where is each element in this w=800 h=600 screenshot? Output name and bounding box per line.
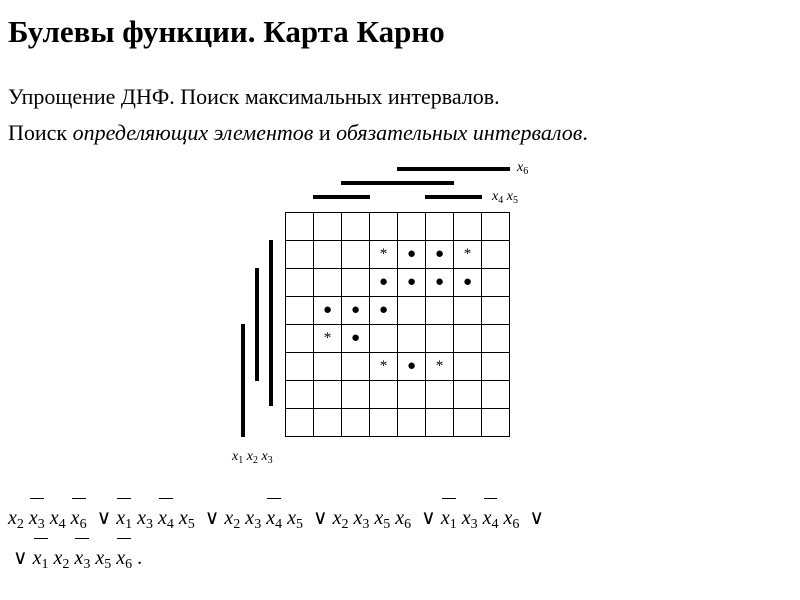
literal-var: x: [287, 507, 296, 529]
kmap-row: [286, 325, 510, 353]
label-x5-idx: 5: [512, 195, 518, 206]
kmap-cell: ●: [454, 269, 482, 297]
literal: [178, 507, 195, 532]
formula-term: [8, 506, 87, 537]
karnaugh-map: [285, 212, 510, 437]
literal: [332, 507, 349, 532]
literal-index: 3: [254, 517, 262, 532]
literal-index: 5: [187, 517, 195, 532]
literal-index: 3: [37, 517, 45, 532]
kmap-cell: [426, 213, 454, 241]
kmap-cell: [342, 381, 370, 409]
kmap-cell: [426, 381, 454, 409]
kmap-cell: [286, 241, 314, 269]
bar-x1: [241, 324, 245, 437]
label-x3-var: x: [261, 449, 268, 464]
subtitle-line-1: Упрощение ДНФ. Поиск максимальных интервалов.: [8, 84, 500, 109]
literal-var: x: [28, 507, 38, 529]
literal-var: x: [32, 547, 42, 569]
line2-prefix: Поиск: [8, 120, 73, 145]
kmap-row: [286, 241, 510, 269]
kmap-cell: *: [370, 353, 398, 381]
label-x1-x2-x3: [232, 449, 273, 469]
formula-term: [116, 506, 195, 537]
literal-var: x: [116, 507, 126, 529]
literal-var: x: [74, 547, 84, 569]
negated-literal: [29, 506, 45, 537]
kmap-cell: ●: [370, 297, 398, 325]
literal-index: 5: [295, 517, 303, 532]
literal: [224, 507, 241, 532]
kmap-cell: [482, 269, 510, 297]
literal-index: 1: [125, 517, 133, 532]
label-x2-idx: 2: [252, 455, 258, 466]
literal-index: 3: [83, 557, 91, 572]
kmap-cell: [454, 213, 482, 241]
literal-index: 4: [58, 517, 66, 532]
bar-x5: [341, 181, 454, 185]
literal: [374, 507, 391, 532]
or-operator: ∨: [13, 547, 28, 569]
or-operator: ∨: [529, 507, 545, 529]
kmap-cell: [314, 381, 342, 409]
or-operator: ∨: [204, 507, 220, 529]
kmap-cell: ●: [426, 269, 454, 297]
literal-index: 2: [16, 517, 24, 532]
literal-index: 2: [233, 517, 241, 532]
literal-var: x: [157, 507, 167, 529]
kmap-cell: [286, 381, 314, 409]
literal-index: 6: [79, 517, 87, 532]
label-x4-var: x: [492, 189, 499, 204]
subtitle-line-2: [8, 119, 588, 147]
kmap-cell: [342, 241, 370, 269]
kmap-cell: ●: [426, 241, 454, 269]
literal-var: x: [332, 507, 342, 529]
kmap-cell: [314, 269, 342, 297]
bar-x4-right: [425, 195, 482, 199]
literal-var: x: [461, 507, 471, 529]
literal-var: x: [137, 507, 146, 529]
kmap-cell: *: [426, 353, 454, 381]
negated-literal: [483, 506, 499, 537]
literal-var: x: [482, 507, 492, 529]
literal-index: 6: [125, 557, 133, 572]
kmap-cell: [286, 269, 314, 297]
literal-var: x: [178, 507, 188, 529]
label-x6-var: x: [517, 160, 524, 175]
literal: [53, 547, 70, 572]
literal: [95, 547, 112, 572]
negated-literal: [158, 506, 174, 537]
kmap-cell: [286, 213, 314, 241]
kmap-cell: [398, 297, 426, 325]
kmap-cell: [454, 297, 482, 325]
negated-literal: [441, 506, 457, 537]
kmap-cell: [454, 381, 482, 409]
label-x4-idx: 4: [498, 195, 504, 206]
kmap-cell: ●: [398, 353, 426, 381]
literal-var: x: [53, 547, 63, 569]
kmap-cell: [482, 213, 510, 241]
literal-var: x: [70, 507, 80, 529]
formula-term: [33, 546, 132, 577]
formula-end: .: [137, 547, 143, 569]
bar-x2: [255, 268, 259, 381]
formula-term: [441, 506, 520, 537]
literal-index: 3: [362, 517, 370, 532]
kmap-cell: ●: [342, 297, 370, 325]
literal-index: 4: [275, 517, 283, 532]
label-x6-idx: 6: [523, 166, 529, 177]
formula-term: [224, 506, 303, 537]
label-x1-var: x: [232, 449, 239, 464]
kmap-cell: [370, 213, 398, 241]
negated-literal: [74, 546, 90, 577]
kmap-cell: [342, 269, 370, 297]
literal-index: 6: [404, 517, 412, 532]
kmap-cell: [454, 409, 482, 437]
kmap-cell: [426, 325, 454, 353]
kmap-cell: [398, 381, 426, 409]
kmap-cell: [454, 353, 482, 381]
kmap-row: [286, 213, 510, 241]
literal-index: 4: [491, 517, 499, 532]
kmap-cell: [370, 409, 398, 437]
kmap-cell: [398, 213, 426, 241]
slide-title: Булевы функции. Карта Карно: [8, 14, 445, 49]
line2-em1: определяющих элементов: [72, 120, 314, 145]
literal: [287, 507, 303, 532]
kmap-cell: [286, 297, 314, 325]
kmap-cell: [286, 325, 314, 353]
literal-index: 1: [449, 517, 457, 532]
kmap-cell: [426, 297, 454, 325]
kmap-cell: [314, 241, 342, 269]
or-operator: ∨: [312, 507, 328, 529]
kmap-row: [286, 269, 510, 297]
kmap-cell: *: [370, 241, 398, 269]
formula-line-2: [8, 546, 142, 577]
literal: [503, 507, 520, 532]
literal-index: 2: [341, 517, 349, 532]
or-operator: ∨: [421, 507, 436, 529]
kmap-cell: ●: [342, 325, 370, 353]
literal-index: 1: [41, 557, 49, 572]
line2-mid: и: [313, 120, 337, 145]
negated-literal: [266, 506, 282, 537]
bar-x4-left: [313, 195, 370, 199]
literal-index: 3: [470, 517, 478, 532]
kmap-cell: [426, 409, 454, 437]
kmap-cell: [482, 297, 510, 325]
bar-x6: [397, 167, 510, 171]
kmap-cell: [398, 325, 426, 353]
literal-var: x: [8, 507, 17, 529]
kmap-row: [286, 353, 510, 381]
literal-var: x: [95, 547, 105, 569]
kmap-cell: *: [314, 325, 342, 353]
literal-var: x: [374, 507, 384, 529]
label-x2-var: x: [246, 449, 253, 464]
kmap-cell: [482, 325, 510, 353]
label-x4-x5: [492, 189, 518, 209]
kmap-row: [286, 381, 510, 409]
literal-index: 5: [383, 517, 391, 532]
kmap-cell: [482, 381, 510, 409]
literal-var: x: [224, 507, 234, 529]
literal-index: 5: [104, 557, 112, 572]
literal-index: 6: [512, 517, 520, 532]
negated-literal: [71, 506, 87, 537]
kmap-cell: [454, 325, 482, 353]
bar-x3: [269, 240, 273, 406]
label-x6: [517, 160, 528, 180]
formula-term: [333, 506, 412, 537]
literal-var: x: [503, 507, 513, 529]
kmap-cell: [286, 409, 314, 437]
kmap-cell: [314, 409, 342, 437]
literal: [461, 507, 478, 532]
kmap-cell: [342, 409, 370, 437]
literal-index: 3: [145, 517, 153, 532]
kmap-cell: [342, 353, 370, 381]
kmap-cell: [314, 353, 342, 381]
kmap-cell: ●: [370, 269, 398, 297]
kmap-row: [286, 297, 510, 325]
literal: [8, 507, 24, 532]
literal-var: x: [395, 507, 405, 529]
literal-var: x: [266, 507, 276, 529]
literal: [395, 507, 412, 532]
kmap-cell: [370, 325, 398, 353]
kmap-cell: ●: [314, 297, 342, 325]
literal: [353, 507, 370, 532]
label-x5-var: x: [506, 189, 513, 204]
literal-var: x: [116, 547, 126, 569]
literal-var: x: [49, 507, 59, 529]
line2-em2: обязательных интервалов: [336, 120, 583, 145]
kmap-cell: [482, 409, 510, 437]
label-x3-idx: 3: [267, 455, 273, 466]
negated-literal: [33, 546, 49, 577]
literal: [245, 507, 262, 532]
kmap-cell: [482, 353, 510, 381]
literal: [137, 507, 153, 532]
kmap-cell: *: [454, 241, 482, 269]
line2-suffix: .: [582, 120, 588, 145]
kmap-cell: [370, 381, 398, 409]
literal-index: 4: [166, 517, 174, 532]
kmap-row: [286, 409, 510, 437]
negated-literal: [116, 506, 132, 537]
kmap-cell: [314, 213, 342, 241]
literal-index: 2: [62, 557, 70, 572]
kmap-cell: ●: [398, 269, 426, 297]
kmap-cell: [342, 213, 370, 241]
literal: [49, 507, 66, 532]
kmap-cell: [398, 409, 426, 437]
negated-literal: [116, 546, 132, 577]
formula-line-1: [8, 506, 549, 537]
kmap-cell: [482, 241, 510, 269]
literal-var: x: [245, 507, 255, 529]
kmap-cell: ●: [398, 241, 426, 269]
label-x1-idx: 1: [238, 455, 244, 466]
or-operator: ∨: [96, 507, 112, 529]
kmap-cell: [286, 353, 314, 381]
literal-var: x: [440, 507, 450, 529]
literal-var: x: [353, 507, 363, 529]
